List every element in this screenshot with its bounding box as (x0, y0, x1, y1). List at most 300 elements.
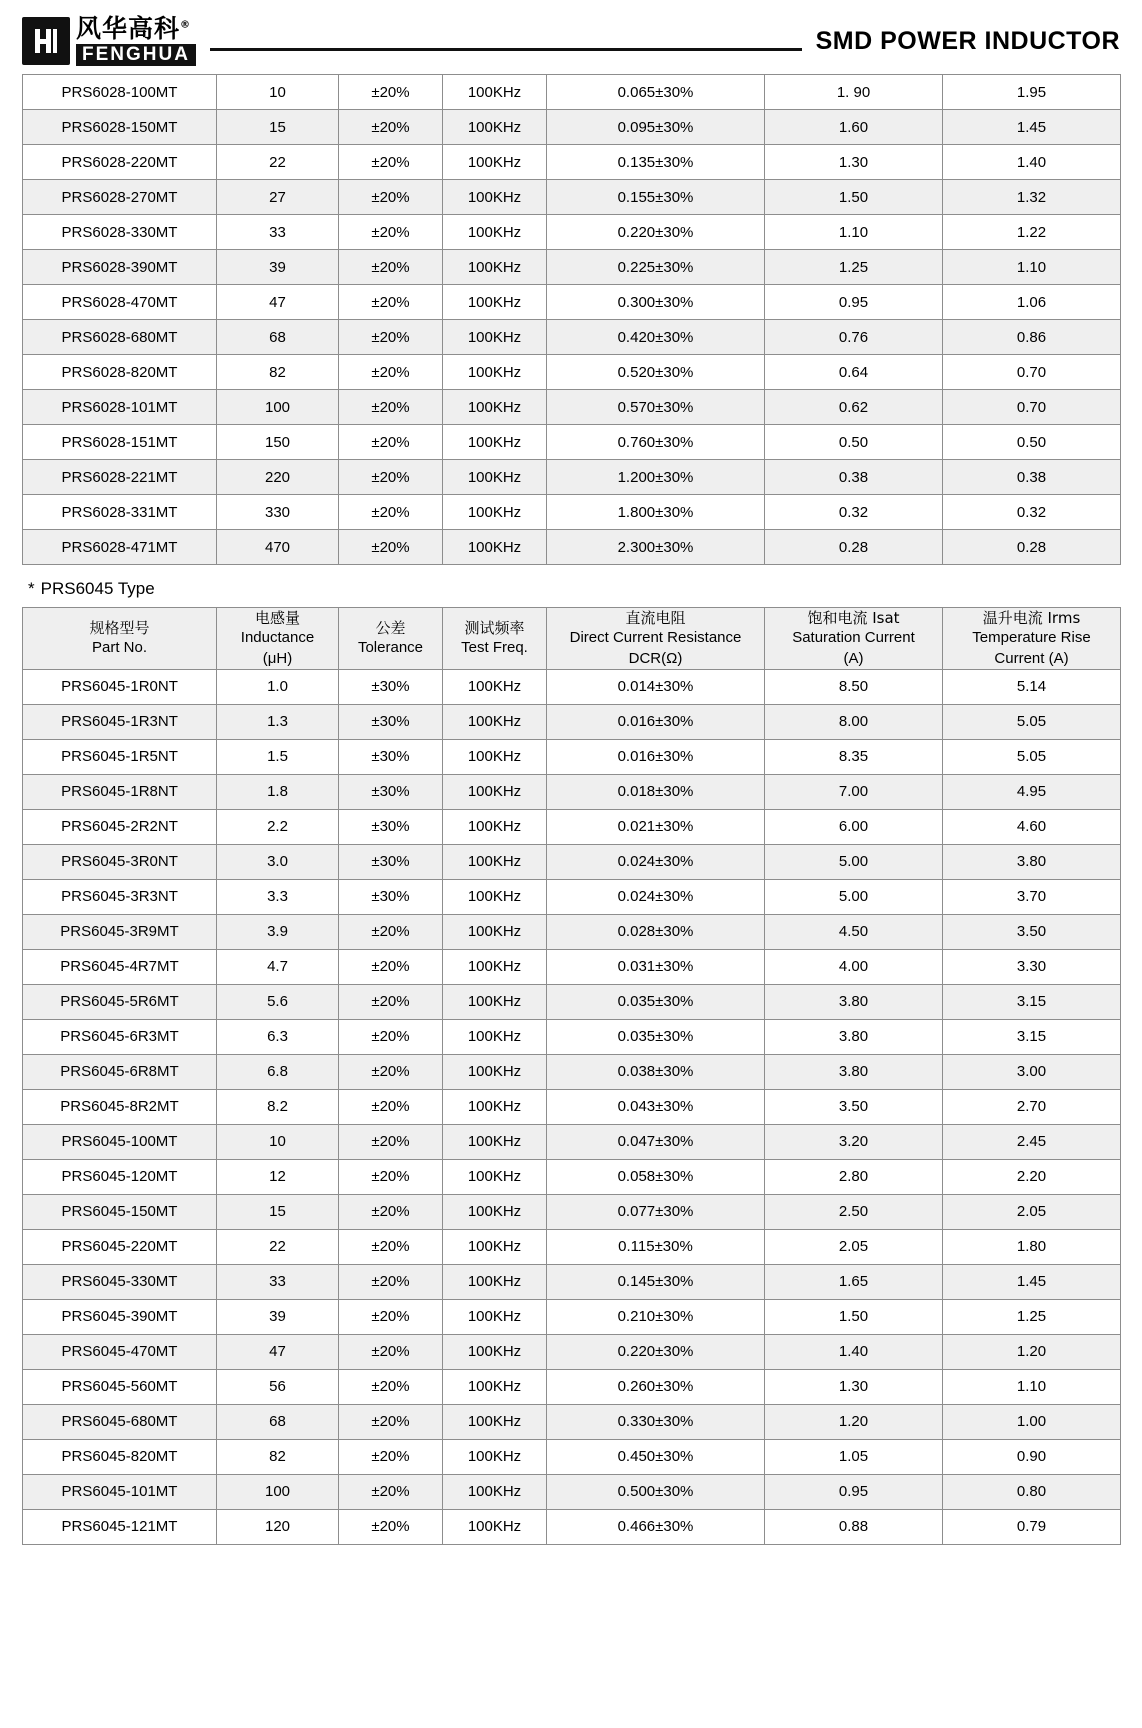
table-cell: 39 (217, 1299, 339, 1334)
table-cell: 8.00 (765, 704, 943, 739)
table-row (23, 669, 1121, 704)
table-cell: 0.70 (943, 355, 1121, 390)
fenghua-logo-icon (22, 17, 70, 65)
table-cell: 0.031±30% (547, 949, 765, 984)
table-cell: 0.500±30% (547, 1474, 765, 1509)
table-cell: ±20% (339, 1264, 443, 1299)
table-cell: 1.30 (765, 1369, 943, 1404)
table-cell: 100KHz (443, 1089, 547, 1124)
logo-chinese-text: 风华高科 (76, 14, 181, 43)
table-cell: 100KHz (443, 355, 547, 390)
cell-part-no: PRS6045-1R0NT (23, 669, 217, 704)
table-cell: 1.3 (217, 704, 339, 739)
table-cell: 100 (217, 390, 339, 425)
table-cell: 0.024±30% (547, 879, 765, 914)
cell-part-no: PRS6028-100MT (23, 75, 217, 110)
table-cell: 68 (217, 1404, 339, 1439)
table-cell: 1.80 (943, 1229, 1121, 1264)
table-cell: 0.32 (765, 495, 943, 530)
table-cell: 100KHz (443, 110, 547, 145)
section-heading-label: PRS6045 Type (40, 579, 155, 598)
table-cell: 0.32 (943, 495, 1121, 530)
table-cell: 3.80 (765, 984, 943, 1019)
table-cell: ±30% (339, 774, 443, 809)
cell-part-no: PRS6028-270MT (23, 180, 217, 215)
table-cell: ±30% (339, 879, 443, 914)
table-cell: 8.35 (765, 739, 943, 774)
table-cell: 5.00 (765, 879, 943, 914)
logo-wordmark (76, 16, 196, 66)
table-cell: 1.20 (765, 1404, 943, 1439)
table-cell: 100KHz (443, 495, 547, 530)
table-cell: 100KHz (443, 1334, 547, 1369)
table-row (23, 355, 1121, 390)
header-row (23, 608, 1121, 670)
table-cell: 0.28 (765, 530, 943, 565)
table-row (23, 1404, 1121, 1439)
table-cell: 1.50 (765, 180, 943, 215)
table-cell: 4.00 (765, 949, 943, 984)
table-cell: 0.70 (943, 390, 1121, 425)
column-header-cn: 测试频率 (464, 619, 525, 638)
table-cell: 2.05 (943, 1194, 1121, 1229)
table-cell: 2.50 (765, 1194, 943, 1229)
table-cell: 0.220±30% (547, 1334, 765, 1369)
table-cell: ±20% (339, 1474, 443, 1509)
table-cell: 100KHz (443, 75, 547, 110)
table-cell: 3.80 (765, 1019, 943, 1054)
table-cell: 100KHz (443, 530, 547, 565)
table-cell: ±20% (339, 1299, 443, 1334)
cell-part-no: PRS6028-820MT (23, 355, 217, 390)
cell-part-no: PRS6045-3R0NT (23, 844, 217, 879)
table-cell: 1.10 (943, 250, 1121, 285)
cell-part-no: PRS6028-680MT (23, 320, 217, 355)
table-cell: 100KHz (443, 180, 547, 215)
table-cell: ±20% (339, 1054, 443, 1089)
table-cell: 0.64 (765, 355, 943, 390)
table-cell: 1.10 (765, 215, 943, 250)
table-cell: 0.155±30% (547, 180, 765, 215)
table-cell: 1.0 (217, 669, 339, 704)
column-header-unit: (A) (843, 649, 864, 667)
logo-chinese-name (76, 16, 196, 41)
table-cell: 3.70 (943, 879, 1121, 914)
table-cell: 33 (217, 1264, 339, 1299)
table-cell: ±30% (339, 809, 443, 844)
column-header (339, 608, 443, 670)
table-cell: 100KHz (443, 145, 547, 180)
table-cell: 150 (217, 425, 339, 460)
table-cell: 100KHz (443, 1019, 547, 1054)
table-cell: 1.00 (943, 1404, 1121, 1439)
table-cell: 0.043±30% (547, 1089, 765, 1124)
table-row (23, 1264, 1121, 1299)
cell-part-no: PRS6045-390MT (23, 1299, 217, 1334)
table-cell: 0.38 (943, 460, 1121, 495)
table-cell: 220 (217, 460, 339, 495)
table-cell: 39 (217, 250, 339, 285)
table-cell: 0.450±30% (547, 1439, 765, 1474)
table-cell: 0.95 (765, 1474, 943, 1509)
table-cell: ±20% (339, 75, 443, 110)
table-cell: 1.10 (943, 1369, 1121, 1404)
table-cell: 68 (217, 320, 339, 355)
table-cell: 1.32 (943, 180, 1121, 215)
cell-part-no: PRS6028-471MT (23, 530, 217, 565)
table-row (23, 390, 1121, 425)
table-cell: 47 (217, 285, 339, 320)
page-header (22, 0, 1120, 74)
table-row (23, 215, 1121, 250)
table-cell: 100KHz (443, 1124, 547, 1159)
table-cell: ±20% (339, 250, 443, 285)
table-cell: ±20% (339, 1159, 443, 1194)
table-row (23, 1019, 1121, 1054)
table-cell: ±30% (339, 844, 443, 879)
table-cell: 100KHz (443, 1404, 547, 1439)
cell-part-no: PRS6045-4R7MT (23, 949, 217, 984)
table-cell: ±20% (339, 390, 443, 425)
table-cell: 5.05 (943, 704, 1121, 739)
table-cell: 1.40 (943, 145, 1121, 180)
table-cell: 27 (217, 180, 339, 215)
table-row (23, 949, 1121, 984)
table-cell: 0.466±30% (547, 1509, 765, 1544)
table-cell: ±20% (339, 1019, 443, 1054)
column-header-en: Test Freq. (461, 639, 528, 657)
table-cell: 1.95 (943, 75, 1121, 110)
column-header-en: Direct Current Resistance (569, 629, 742, 647)
column-header (23, 608, 217, 670)
table-cell: 7.00 (765, 774, 943, 809)
cell-part-no: PRS6045-8R2MT (23, 1089, 217, 1124)
table-cell: 100KHz (443, 285, 547, 320)
table-cell: 3.15 (943, 984, 1121, 1019)
table-row (23, 1229, 1121, 1264)
table-cell: 1. 90 (765, 75, 943, 110)
table-row (23, 75, 1121, 110)
cell-part-no: PRS6028-150MT (23, 110, 217, 145)
table-cell: 0.300±30% (547, 285, 765, 320)
table-cell: 100KHz (443, 1369, 547, 1404)
table-row (23, 984, 1121, 1019)
table-cell: 0.016±30% (547, 704, 765, 739)
table-cell: ±20% (339, 215, 443, 250)
table-row (23, 774, 1121, 809)
table-cell: 1.60 (765, 110, 943, 145)
column-header-unit: DCR(Ω) (628, 649, 683, 667)
table-cell: 100KHz (443, 1159, 547, 1194)
table-row (23, 844, 1121, 879)
table-cell: 10 (217, 1124, 339, 1159)
table-cell: 47 (217, 1334, 339, 1369)
table-cell: 8.50 (765, 669, 943, 704)
table-cell: 0.760±30% (547, 425, 765, 460)
table-cell: 22 (217, 1229, 339, 1264)
column-header-unit: Current (A) (994, 649, 1069, 667)
table-row (23, 1124, 1121, 1159)
cell-part-no: PRS6045-820MT (23, 1439, 217, 1474)
table-cell: 12 (217, 1159, 339, 1194)
column-header-cn: 直流电阻 (625, 609, 686, 627)
table-cell: 1.8 (217, 774, 339, 809)
table-cell: 6.00 (765, 809, 943, 844)
table-row (23, 495, 1121, 530)
column-header-en: Saturation Current (792, 629, 915, 647)
table-cell: 15 (217, 1194, 339, 1229)
table-cell: 100KHz (443, 215, 547, 250)
table-cell: 100 (217, 1474, 339, 1509)
table-row (23, 285, 1121, 320)
table-cell: 330 (217, 495, 339, 530)
cell-part-no: PRS6028-220MT (23, 145, 217, 180)
table-cell: 33 (217, 215, 339, 250)
page-title: SMD POWER INDUCTOR (815, 26, 1120, 55)
prs6045-table-header (23, 608, 1121, 670)
cell-part-no: PRS6028-221MT (23, 460, 217, 495)
cell-part-no: PRS6045-5R6MT (23, 984, 217, 1019)
cell-part-no: PRS6045-1R3NT (23, 704, 217, 739)
table-cell: 3.80 (765, 1054, 943, 1089)
column-header (765, 608, 943, 670)
table-cell: 1.50 (765, 1299, 943, 1334)
table-row (23, 704, 1121, 739)
cell-part-no: PRS6045-121MT (23, 1509, 217, 1544)
table-cell: 1.800±30% (547, 495, 765, 530)
table-cell: ±20% (339, 1404, 443, 1439)
cell-part-no: PRS6028-470MT (23, 285, 217, 320)
table-cell: 0.065±30% (547, 75, 765, 110)
table-cell: 5.00 (765, 844, 943, 879)
table-cell: 4.7 (217, 949, 339, 984)
table-cell: 1.06 (943, 285, 1121, 320)
table-cell: 2.80 (765, 1159, 943, 1194)
table-cell: 1.45 (943, 110, 1121, 145)
prs6028-table-body (23, 75, 1121, 565)
table-cell: 100KHz (443, 879, 547, 914)
table-cell: ±20% (339, 1089, 443, 1124)
column-header (547, 608, 765, 670)
table-cell: 0.95 (765, 285, 943, 320)
table-cell: ±20% (339, 1194, 443, 1229)
cell-part-no: PRS6045-220MT (23, 1229, 217, 1264)
table-cell: 0.014±30% (547, 669, 765, 704)
table-cell: 0.50 (943, 425, 1121, 460)
table-cell: 0.028±30% (547, 914, 765, 949)
table-cell: 1.25 (943, 1299, 1121, 1334)
column-header-en: Temperature Rise (972, 629, 1091, 647)
column-header-cn: 温升电流 Irms (982, 609, 1081, 627)
column-header-cn: 规格型号 (89, 619, 150, 638)
table-cell: 15 (217, 110, 339, 145)
table-row (23, 1159, 1121, 1194)
table-cell: 2.45 (943, 1124, 1121, 1159)
table-cell: 0.260±30% (547, 1369, 765, 1404)
table-cell: ±20% (339, 1334, 443, 1369)
cell-part-no: PRS6045-100MT (23, 1124, 217, 1159)
table-cell: 3.50 (943, 914, 1121, 949)
section-heading-prs6045 (28, 579, 1120, 599)
table-cell: 5.6 (217, 984, 339, 1019)
table-cell: 0.38 (765, 460, 943, 495)
cell-part-no: PRS6028-331MT (23, 495, 217, 530)
table-cell: 0.520±30% (547, 355, 765, 390)
column-header-en: Part No. (91, 639, 148, 657)
table-cell: ±20% (339, 1439, 443, 1474)
table-cell: 1.65 (765, 1264, 943, 1299)
table-cell: 100KHz (443, 949, 547, 984)
table-row (23, 809, 1121, 844)
table-cell: 0.210±30% (547, 1299, 765, 1334)
table-cell: 3.9 (217, 914, 339, 949)
table-cell: 2.05 (765, 1229, 943, 1264)
cell-part-no: PRS6045-120MT (23, 1159, 217, 1194)
table-cell: ±20% (339, 530, 443, 565)
table-cell: 0.058±30% (547, 1159, 765, 1194)
table-cell: 1.40 (765, 1334, 943, 1369)
cell-part-no: PRS6045-680MT (23, 1404, 217, 1439)
table-cell: 3.50 (765, 1089, 943, 1124)
table-cell: 4.60 (943, 809, 1121, 844)
table-row (23, 1334, 1121, 1369)
column-header-en: Inductance (240, 629, 315, 647)
table-cell: 0.90 (943, 1439, 1121, 1474)
table-row (23, 1299, 1121, 1334)
table-cell: 5.05 (943, 739, 1121, 774)
table-cell: 100KHz (443, 774, 547, 809)
table-cell: 100KHz (443, 1054, 547, 1089)
table-row (23, 530, 1121, 565)
table-cell: 0.76 (765, 320, 943, 355)
table-cell: 0.021±30% (547, 809, 765, 844)
table-row (23, 1439, 1121, 1474)
table-cell: 100KHz (443, 1474, 547, 1509)
cell-part-no: PRS6045-3R3NT (23, 879, 217, 914)
table-cell: 0.220±30% (547, 215, 765, 250)
table-row (23, 460, 1121, 495)
table-cell: 0.038±30% (547, 1054, 765, 1089)
table-cell: 100KHz (443, 390, 547, 425)
table-cell: 100KHz (443, 669, 547, 704)
prs6045-table-body (23, 669, 1121, 1544)
table-cell: 0.115±30% (547, 1229, 765, 1264)
table-cell: 8.2 (217, 1089, 339, 1124)
table-cell: 0.80 (943, 1474, 1121, 1509)
table-cell: 3.3 (217, 879, 339, 914)
table-cell: ±20% (339, 110, 443, 145)
cell-part-no: PRS6045-3R9MT (23, 914, 217, 949)
table-row (23, 250, 1121, 285)
table-cell: 2.300±30% (547, 530, 765, 565)
table-cell: ±20% (339, 1229, 443, 1264)
table-cell: 0.86 (943, 320, 1121, 355)
table-cell: 100KHz (443, 914, 547, 949)
table-cell: ±20% (339, 460, 443, 495)
cell-part-no: PRS6045-470MT (23, 1334, 217, 1369)
table-cell: 3.15 (943, 1019, 1121, 1054)
table-cell: 2.2 (217, 809, 339, 844)
header-divider (210, 48, 802, 51)
table-cell: 100KHz (443, 1509, 547, 1544)
table-row (23, 1194, 1121, 1229)
table-row (23, 145, 1121, 180)
table-cell: 0.077±30% (547, 1194, 765, 1229)
table-cell: 100KHz (443, 460, 547, 495)
table-cell: 6.8 (217, 1054, 339, 1089)
table-cell: 0.047±30% (547, 1124, 765, 1159)
table-cell: ±20% (339, 180, 443, 215)
table-cell: 1.5 (217, 739, 339, 774)
table-cell: 0.88 (765, 1509, 943, 1544)
table-cell: 0.330±30% (547, 1404, 765, 1439)
table-cell: 100KHz (443, 809, 547, 844)
table-cell: 0.016±30% (547, 739, 765, 774)
table-cell: 0.018±30% (547, 774, 765, 809)
table-cell: 100KHz (443, 844, 547, 879)
column-header (443, 608, 547, 670)
table-cell: ±20% (339, 914, 443, 949)
column-header (217, 608, 339, 670)
column-header-en: Tolerance (357, 639, 424, 657)
table-cell: 3.00 (943, 1054, 1121, 1089)
logo-english-name: FENGHUA (76, 44, 196, 66)
table-cell: 0.79 (943, 1509, 1121, 1544)
column-header-cn: 电感量 (254, 609, 300, 627)
table-cell: 1.45 (943, 1264, 1121, 1299)
table-cell: 100KHz (443, 704, 547, 739)
table-cell: 0.225±30% (547, 250, 765, 285)
table-cell: 82 (217, 355, 339, 390)
table-cell: ±20% (339, 1369, 443, 1404)
column-header (943, 608, 1121, 670)
table-cell: 1.25 (765, 250, 943, 285)
bullet-star-icon: * (28, 579, 35, 598)
table-cell: 0.570±30% (547, 390, 765, 425)
table-cell: ±20% (339, 1509, 443, 1544)
cell-part-no: PRS6045-330MT (23, 1264, 217, 1299)
prs6045-spec-table (22, 607, 1121, 1545)
table-cell: 100KHz (443, 1439, 547, 1474)
cell-part-no: PRS6028-101MT (23, 390, 217, 425)
table-cell: ±30% (339, 739, 443, 774)
table-cell: 56 (217, 1369, 339, 1404)
table-row (23, 1474, 1121, 1509)
table-row (23, 739, 1121, 774)
cell-part-no: PRS6045-150MT (23, 1194, 217, 1229)
table-cell: 100KHz (443, 1194, 547, 1229)
table-cell: ±20% (339, 285, 443, 320)
table-row (23, 1054, 1121, 1089)
table-cell: ±20% (339, 425, 443, 460)
table-cell: 0.024±30% (547, 844, 765, 879)
table-cell: 2.20 (943, 1159, 1121, 1194)
table-cell: 100KHz (443, 1229, 547, 1264)
table-cell: 22 (217, 145, 339, 180)
table-cell: 100KHz (443, 1299, 547, 1334)
table-cell: 100KHz (443, 425, 547, 460)
column-header-cn: 饱和电流 Isat (807, 609, 900, 627)
table-cell: 0.095±30% (547, 110, 765, 145)
table-cell: 0.035±30% (547, 1019, 765, 1054)
table-cell: 3.30 (943, 949, 1121, 984)
table-cell: 0.50 (765, 425, 943, 460)
table-cell: 4.95 (943, 774, 1121, 809)
cell-part-no: PRS6045-1R8NT (23, 774, 217, 809)
cell-part-no: PRS6045-560MT (23, 1369, 217, 1404)
cell-part-no: PRS6045-2R2NT (23, 809, 217, 844)
table-cell: 100KHz (443, 984, 547, 1019)
